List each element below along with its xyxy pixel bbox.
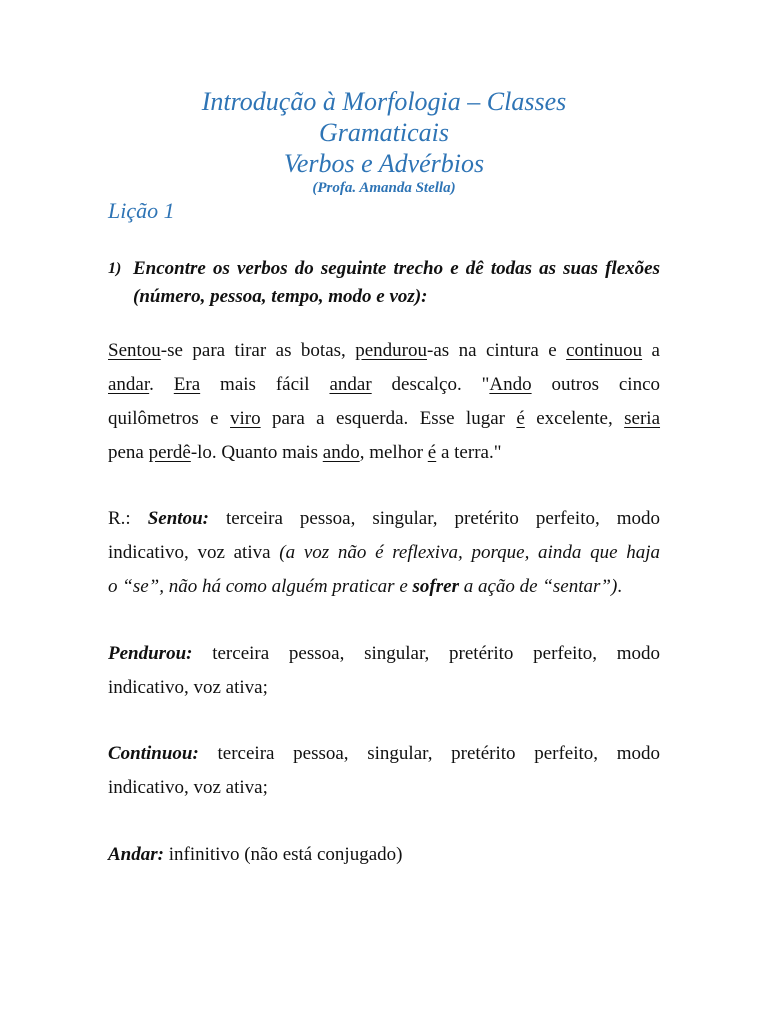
answer-text: indicativo, voz ativa [108,542,280,563]
question-number: 1) [108,260,122,277]
document-title-line1: Introdução à Morfologia – Classes [201,87,567,116]
answer-sentou-line-3 [108,570,660,604]
verb-e: é [516,408,525,429]
answer-term-andar: Andar: [108,844,164,865]
answer-term-continuou: Continuou: [108,743,199,764]
excerpt-line-1 [108,334,660,368]
excerpt-text: . [149,374,174,395]
verb-era: Era [173,374,201,395]
verb-seria: seria [624,408,661,429]
verb-ando: Ando [489,374,532,395]
answer-note: a ação de “sentar”) [458,576,618,597]
answer-text: terceira pessoa, singular, pretérito perfeito, modo [208,508,661,529]
document-header [108,86,660,197]
answer-text: terceira pessoa, singular, pretérito perfeito, modo [192,643,660,664]
excerpt-text: a terra." [436,442,502,463]
verb-continuou: continuou [566,340,643,361]
answer-emphasis: sofrer [412,576,459,597]
answer-note: (a voz não é reflexiva, porque, ainda que haja [279,542,660,563]
verb-andar: andar [108,374,150,395]
answer-text: terceira pessoa, singular, pretérito perfeito, modo [198,743,660,764]
excerpt-text: descalço. " [371,374,490,395]
document-title-line2: Gramaticais [319,118,449,147]
answer-pendurou-line-2: indicativo, voz ativa; [108,677,268,698]
answer-prefix: R.: [108,508,148,529]
excerpt-text: -lo. Quanto mais [190,442,323,463]
verb-andar-2: andar [329,374,372,395]
question-text: Encontre os verbos do seguinte trecho e dê todas as suas flexões (número, pessoa, tempo, modo e voz): [133,258,660,307]
answer-continuou [108,737,660,805]
verb-pendurou: pendurou [355,340,427,361]
answer-sentou-line-1 [108,502,660,536]
answer-sentou [108,502,660,604]
answer-term-pendurou: Pendurou: [108,643,193,664]
lesson-heading: Lição 1 [108,198,175,223]
question-1 [108,255,660,311]
answer-term-sentou: Sentou: [147,508,209,529]
answer-sentou-line-2 [108,536,660,570]
excerpt-text: excelente, [524,408,625,429]
answer-note: o “se”, não há como alguém praticar e [108,576,413,597]
document-author: (Profa. Amanda Stella) [312,180,456,196]
excerpt-text: outros cinco [531,374,661,395]
answer-pendurou-line-1 [108,637,660,671]
document-subtitle: Verbos e Advérbios [283,149,485,178]
excerpt-text: mais fácil [200,374,330,395]
answer-text: infinitivo (não está conjugado) [163,844,403,865]
answer-andar [108,838,660,872]
verb-ando-2: ando [322,442,360,463]
excerpt-line-3 [108,402,660,436]
answer-pendurou [108,637,660,705]
verb-perde: perdê [148,442,191,463]
verb-viro: viro [230,408,261,429]
verb-e-2: é [427,442,437,463]
excerpt-line-2 [108,368,660,402]
answer-andar-line-1 [108,838,660,872]
excerpt-text: para a esquerda. Esse lugar [260,408,517,429]
excerpt-text: -se para tirar as botas, [160,340,356,361]
excerpt-text: a [642,340,660,361]
excerpt-text: pena [108,442,149,463]
excerpt-text: , melhor [359,442,428,463]
answer-continuou-line-2: indicativo, voz ativa; [108,777,268,798]
excerpt-paragraph [108,334,660,470]
excerpt-text: quilômetros e [108,408,231,429]
answer-text: . [617,576,623,597]
excerpt-text: -as na cintura e [427,340,567,361]
excerpt-line-4 [108,436,660,470]
answer-continuou-line-1 [108,737,660,771]
verb-sentou: Sentou [108,340,161,361]
